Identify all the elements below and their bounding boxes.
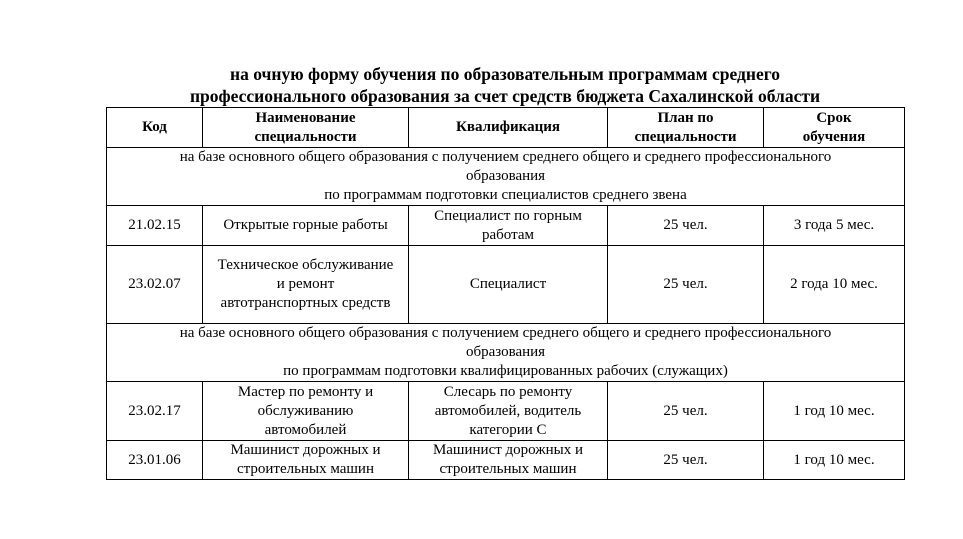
- table-header-row: [107, 108, 905, 148]
- header-specialty: [203, 108, 409, 148]
- cell-code: 23.02.07: [107, 246, 203, 324]
- admission-plan-table: [106, 107, 905, 480]
- section-line-2: образования: [465, 344, 546, 360]
- section-line-3: по программам подготовки специалистов среднего звена: [324, 187, 687, 203]
- cell-code: 23.02.17: [107, 382, 203, 441]
- document-title: [106, 63, 904, 107]
- table-row: [107, 246, 905, 324]
- cell-plan: 25 чел.: [608, 246, 764, 324]
- section-line-1: на базе основного общего образования с получением среднего общего и среднего профессионального: [179, 149, 832, 165]
- cell-plan: 25 чел.: [608, 382, 764, 441]
- section-line-1: на базе основного общего образования с получением среднего общего и среднего профессионального: [179, 325, 832, 341]
- section-row: [107, 324, 905, 382]
- header-plan-line-2: специальности: [634, 128, 737, 145]
- cell-qualification: Специалист по горным работам: [409, 206, 608, 246]
- header-plan-line-1: План по: [657, 109, 714, 126]
- table-row: [107, 441, 905, 480]
- cell-specialty: Мастер по ремонту и обслуживанию автомобилей: [203, 382, 409, 441]
- cell-plan: 25 чел.: [608, 441, 764, 480]
- header-qualification: Квалификация: [409, 108, 608, 148]
- title-line-2: профессионального образования за счет средств бюджета Сахалинской области: [189, 86, 821, 106]
- section-heading-specialists: [107, 148, 905, 206]
- section-line-3: по программам подготовки квалифицированных рабочих (служащих): [283, 363, 728, 379]
- header-plan: [608, 108, 764, 148]
- cell-plan: 25 чел.: [608, 206, 764, 246]
- header-specialty-line-2: специальности: [254, 128, 357, 145]
- cell-specialty: Техническое обслуживание и ремонт автотранспортных средств: [203, 246, 409, 324]
- section-row: [107, 148, 905, 206]
- title-line-1: на очную форму обучения по образовательным программам среднего: [230, 64, 780, 84]
- cell-term: 1 год 10 мес.: [764, 441, 905, 480]
- header-specialty-line-1: Наименование: [255, 109, 356, 126]
- header-term-line-2: обучения: [802, 128, 866, 145]
- cell-specialty: Открытые горные работы: [203, 206, 409, 246]
- table-row: [107, 206, 905, 246]
- cell-term: 2 года 10 мес.: [764, 246, 905, 324]
- cell-qualification: Специалист: [409, 246, 608, 324]
- section-heading-workers: [107, 324, 905, 382]
- cell-code: 21.02.15: [107, 206, 203, 246]
- cell-code: 23.01.06: [107, 441, 203, 480]
- header-code: Код: [107, 108, 203, 148]
- cell-qualification: Слесарь по ремонту автомобилей, водитель категории С: [409, 382, 608, 441]
- header-term: [764, 108, 905, 148]
- header-term-line-1: Срок: [816, 109, 852, 126]
- cell-term: 3 года 5 мес.: [764, 206, 905, 246]
- section-line-2: образования: [465, 168, 546, 184]
- table-row: [107, 382, 905, 441]
- cell-term: 1 год 10 мес.: [764, 382, 905, 441]
- cell-qualification: Машинист дорожных и строительных машин: [409, 441, 608, 480]
- cell-specialty: Машинист дорожных и строительных машин: [203, 441, 409, 480]
